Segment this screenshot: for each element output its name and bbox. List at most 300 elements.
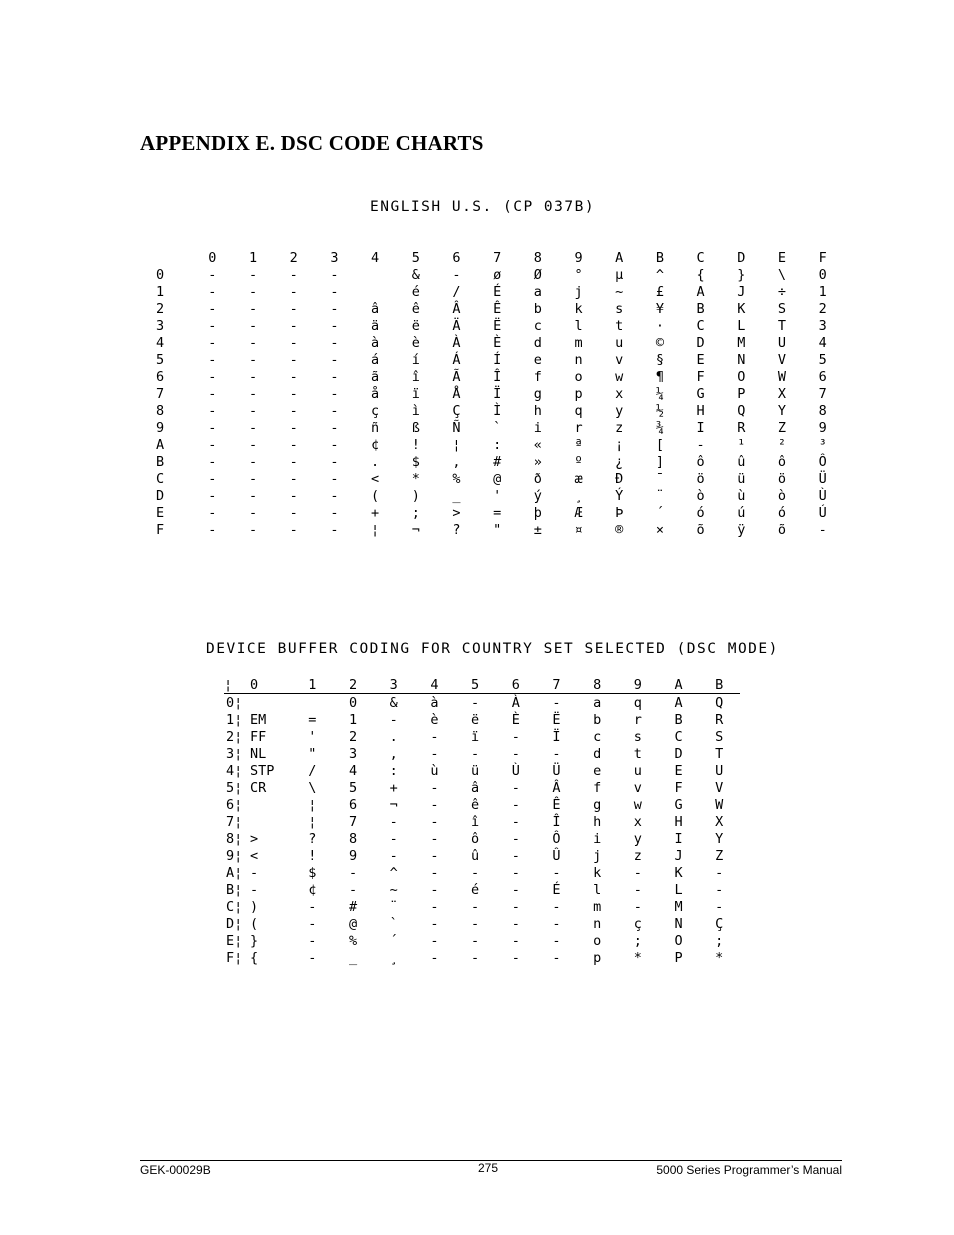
code-cell: - xyxy=(552,915,561,932)
code-cell: _ xyxy=(452,487,461,504)
code-cell: = xyxy=(493,504,502,521)
code-cell: ± xyxy=(533,521,542,538)
table-row xyxy=(150,385,843,402)
code-cell: j xyxy=(574,283,583,300)
code-cell: ß xyxy=(411,419,420,436)
table-row xyxy=(224,796,740,813)
code-cell: / xyxy=(452,283,461,300)
code-cell: 1 xyxy=(818,283,827,300)
code-cell: G xyxy=(696,385,705,402)
code-cell: - xyxy=(715,881,724,898)
code-cell: H xyxy=(674,813,683,830)
code-cell: 7 xyxy=(348,813,358,830)
code-cell: Î xyxy=(493,368,502,385)
table-row xyxy=(224,762,740,779)
code-cell: ¤ xyxy=(574,521,583,538)
code-cell: 3 xyxy=(818,317,827,334)
code-cell: ^ xyxy=(655,266,664,283)
chart1-column-header: 2 xyxy=(289,249,298,266)
chart1-column-header: 5 xyxy=(411,249,420,266)
code-cell: 3 xyxy=(348,745,358,762)
code-cell: { xyxy=(250,949,259,966)
chart1-title: ENGLISH U.S. (CP 037B) xyxy=(370,199,596,215)
code-cell: - xyxy=(208,351,217,368)
footer-page-number: 275 xyxy=(478,1161,499,1175)
code-cell: ) xyxy=(411,487,420,504)
code-cell: Ú xyxy=(818,504,827,521)
code-cell: î xyxy=(471,813,480,830)
code-cell: q xyxy=(574,402,583,419)
code-cell: s xyxy=(633,728,642,745)
chart2-row-header: 1¦ xyxy=(226,711,243,728)
chart2-row-header: C¦ xyxy=(226,898,243,915)
chart2-column-header: A xyxy=(658,676,699,694)
code-cell: - xyxy=(696,436,705,453)
code-cell: L xyxy=(674,881,683,898)
code-cell: ¿ xyxy=(615,453,624,470)
code-cell: Ñ xyxy=(452,419,461,436)
code-cell: + xyxy=(389,779,398,796)
code-cell: d xyxy=(593,745,602,762)
code-cell: ó xyxy=(777,504,787,521)
code-cell: : xyxy=(389,762,398,779)
code-cell: q xyxy=(633,694,642,711)
code-cell: ¸ xyxy=(389,949,398,966)
chart1-column-header: F xyxy=(818,249,827,266)
code-cell: Ï xyxy=(493,385,502,402)
code-cell: Ù xyxy=(818,487,827,504)
code-cell: - xyxy=(330,317,339,334)
table-row xyxy=(150,487,843,504)
code-cell: - xyxy=(289,419,298,436)
code-cell: - xyxy=(208,436,217,453)
code-cell: ë xyxy=(411,317,420,334)
code-cell: Ê xyxy=(493,300,502,317)
code-cell: - xyxy=(248,317,258,334)
code-cell: - xyxy=(633,881,642,898)
code-cell: S xyxy=(715,728,724,745)
code-cell: : xyxy=(493,436,502,453)
code-cell: Z xyxy=(715,847,724,864)
code-cell: EM xyxy=(250,711,267,728)
chart2-column-header: 3 xyxy=(373,676,414,694)
code-cell: - xyxy=(208,487,217,504)
code-cell: - xyxy=(308,932,317,949)
code-cell: M xyxy=(674,898,683,915)
code-cell: 9 xyxy=(818,419,827,436)
code-cell: - xyxy=(289,351,298,368)
code-cell: 5 xyxy=(348,779,358,796)
code-cell: A xyxy=(696,283,705,300)
table-row xyxy=(150,402,843,419)
code-cell: Û xyxy=(552,847,561,864)
code-cell: - xyxy=(330,300,339,317)
table-row xyxy=(150,283,843,300)
code-cell: ì xyxy=(411,402,420,419)
code-cell: k xyxy=(574,300,583,317)
code-cell: - xyxy=(289,300,298,317)
code-cell: - xyxy=(430,728,439,745)
code-cell: m xyxy=(593,898,602,915)
code-cell: - xyxy=(330,521,339,538)
code-cell: è xyxy=(411,334,420,351)
code-cell: y xyxy=(633,830,642,847)
code-cell: - xyxy=(552,745,561,762)
code-cell: - xyxy=(208,385,217,402)
code-cell: - xyxy=(471,898,480,915)
code-cell: È xyxy=(511,711,520,728)
code-cell: ç xyxy=(633,915,642,932)
chart2-column-header: 0 xyxy=(246,676,292,694)
code-cell: \ xyxy=(777,266,787,283)
code-cell: - xyxy=(430,745,439,762)
code-cell: § xyxy=(655,351,664,368)
code-cell: » xyxy=(533,453,542,470)
code-cell: â xyxy=(371,300,380,317)
code-cell: b xyxy=(533,300,542,317)
code-cell: è xyxy=(430,711,439,728)
code-cell: U xyxy=(715,762,724,779)
code-cell: o xyxy=(593,932,602,949)
code-cell: - xyxy=(330,283,339,300)
code-cell: k xyxy=(593,864,602,881)
code-cell: N xyxy=(737,351,746,368)
code-cell: - xyxy=(289,487,298,504)
code-cell: ¯ xyxy=(655,470,664,487)
table-row xyxy=(224,847,740,864)
code-cell: - xyxy=(208,521,217,538)
code-cell: W xyxy=(715,796,724,813)
table-row xyxy=(150,317,843,334)
code-cell: õ xyxy=(777,521,787,538)
code-cell: - xyxy=(208,470,217,487)
code-cell: $ xyxy=(308,864,317,881)
code-cell: - xyxy=(289,266,298,283)
code-cell: 4 xyxy=(348,762,358,779)
footer-manual-title: 5000 Series Programmer’s Manual xyxy=(656,1163,842,1177)
code-cell: ¦ xyxy=(308,796,317,813)
code-cell: - xyxy=(248,300,258,317)
table-row xyxy=(150,334,843,351)
code-cell: - xyxy=(330,402,339,419)
code-cell: R xyxy=(737,419,746,436)
chart1-row-header: E xyxy=(156,504,165,521)
code-cell: Ç xyxy=(715,915,724,932)
table-row xyxy=(224,728,740,745)
code-cell: é xyxy=(471,881,480,898)
code-cell: L xyxy=(737,317,746,334)
code-cell: ô xyxy=(471,830,480,847)
code-cell: - xyxy=(289,470,298,487)
code-cell: ¦ xyxy=(308,813,317,830)
chart1-row-header: A xyxy=(156,436,165,453)
code-cell: - xyxy=(208,368,217,385)
chart1-row-header: 5 xyxy=(156,351,165,368)
code-cell: Ç xyxy=(452,402,461,419)
code-cell: 8 xyxy=(348,830,358,847)
code-cell: þ xyxy=(533,504,542,521)
code-cell: CR xyxy=(250,779,267,796)
code-cell: B xyxy=(674,711,683,728)
chart2-column-header: 9 xyxy=(618,676,659,694)
code-cell: - xyxy=(289,504,298,521)
table-row xyxy=(224,745,740,762)
code-cell: â xyxy=(471,779,480,796)
code-cell: h xyxy=(533,402,542,419)
code-cell: - xyxy=(330,351,339,368)
chart2-row-header: 3¦ xyxy=(226,745,243,762)
code-cell: A xyxy=(674,694,683,711)
code-cell: i xyxy=(593,830,602,847)
chart1-row-header: 1 xyxy=(156,283,165,300)
code-cell: E xyxy=(674,762,683,779)
code-cell: ¾ xyxy=(655,419,664,436)
code-cell: - xyxy=(430,864,439,881)
code-cell: n xyxy=(574,351,583,368)
code-cell: - xyxy=(289,385,298,402)
code-cell: - xyxy=(248,504,258,521)
code-cell: t xyxy=(615,317,624,334)
code-cell: - xyxy=(511,932,520,949)
code-cell: ? xyxy=(308,830,317,847)
code-cell: ó xyxy=(696,504,705,521)
code-cell: u xyxy=(615,334,624,351)
code-cell: - xyxy=(511,830,520,847)
code-cell: û xyxy=(471,847,480,864)
code-cell: ò xyxy=(777,487,787,504)
code-cell: r xyxy=(574,419,583,436)
code-cell: Â xyxy=(452,300,461,317)
chart2-row-header: 5¦ xyxy=(226,779,243,796)
code-cell: ô xyxy=(696,453,705,470)
code-cell: - xyxy=(208,402,217,419)
code-cell: - xyxy=(430,813,439,830)
chart1-row-header: B xyxy=(156,453,165,470)
code-cell: - xyxy=(208,419,217,436)
code-cell: - xyxy=(308,898,317,915)
code-cell: - xyxy=(471,694,480,711)
table-row xyxy=(150,436,843,453)
code-cell: f xyxy=(593,779,602,796)
code-cell: @ xyxy=(348,915,358,932)
code-cell: > xyxy=(250,830,259,847)
code-cell: # xyxy=(348,898,358,915)
code-cell: f xyxy=(533,368,542,385)
code-cell: ³ xyxy=(818,436,827,453)
chart2-row-header: 7¦ xyxy=(226,813,243,830)
table-row xyxy=(224,830,740,847)
code-cell: 1 xyxy=(348,711,358,728)
code-cell xyxy=(246,813,292,830)
code-cell: « xyxy=(533,436,542,453)
table-row xyxy=(224,915,740,932)
code-cell: u xyxy=(633,762,642,779)
code-cell: Ð xyxy=(615,470,624,487)
code-cell: 2 xyxy=(348,728,358,745)
code-cell: - xyxy=(248,470,258,487)
code-cell: - xyxy=(511,779,520,796)
code-cell: ¢ xyxy=(371,436,380,453)
code-cell: - xyxy=(248,334,258,351)
code-cell: ' xyxy=(308,728,317,745)
table-row xyxy=(224,864,740,881)
code-cell: Ë xyxy=(493,317,502,334)
code-cell: ï xyxy=(471,728,480,745)
chart2-column-header: B xyxy=(699,676,740,694)
code-cell: - xyxy=(471,932,480,949)
code-cell: - xyxy=(330,385,339,402)
code-cell: x xyxy=(633,813,642,830)
code-cell: & xyxy=(411,266,420,283)
chart2-row-header: 8¦ xyxy=(226,830,243,847)
table-row xyxy=(150,521,843,538)
code-cell: S xyxy=(777,300,787,317)
code-cell: b xyxy=(593,711,602,728)
code-cell: î xyxy=(411,368,420,385)
code-cell xyxy=(246,694,292,712)
code-cell: - xyxy=(208,266,217,283)
code-cell: T xyxy=(715,745,724,762)
code-cell: < xyxy=(371,470,380,487)
code-cell: ¶ xyxy=(655,368,664,385)
code-cell: - xyxy=(511,864,520,881)
code-cell: " xyxy=(493,521,502,538)
code-cell: - xyxy=(330,470,339,487)
chart2-column-header: 1 xyxy=(292,676,333,694)
code-cell: - xyxy=(430,881,439,898)
code-cell: à xyxy=(430,694,439,711)
code-cell: - xyxy=(330,334,339,351)
code-cell: V xyxy=(777,351,787,368)
code-cell: a xyxy=(533,283,542,300)
code-cell: T xyxy=(777,317,787,334)
code-cell: ë xyxy=(471,711,480,728)
code-cell: ¨ xyxy=(389,898,398,915)
code-cell: - xyxy=(208,504,217,521)
code-cell: Ï xyxy=(552,728,561,745)
code-cell: Ø xyxy=(533,266,542,283)
code-cell: 0 xyxy=(818,266,827,283)
code-cell: - xyxy=(330,487,339,504)
code-cell: F xyxy=(696,368,705,385)
code-cell: \ xyxy=(308,779,317,796)
code-cell: - xyxy=(289,436,298,453)
code-cell: ` xyxy=(389,915,398,932)
code-cell: Í xyxy=(493,351,502,368)
code-cell: V xyxy=(715,779,724,796)
code-cell: 6 xyxy=(818,368,827,385)
code-cell: + xyxy=(371,504,380,521)
code-cell: - xyxy=(289,402,298,419)
code-cell: - xyxy=(289,453,298,470)
code-cell: } xyxy=(250,932,259,949)
code-cell: H xyxy=(696,402,705,419)
code-cell: - xyxy=(633,864,642,881)
code-cell: ° xyxy=(574,266,583,283)
code-cell: @ xyxy=(493,470,502,487)
code-cell: © xyxy=(655,334,664,351)
chart1-column-header: 9 xyxy=(574,249,583,266)
code-cell: ¥ xyxy=(655,300,664,317)
code-cell: - xyxy=(330,453,339,470)
code-cell: - xyxy=(511,881,520,898)
code-cell: - xyxy=(471,864,480,881)
code-cell: E xyxy=(696,351,705,368)
code-cell: v xyxy=(633,779,642,796)
code-cell: - xyxy=(248,453,258,470)
table-row xyxy=(150,266,843,283)
code-cell: O xyxy=(674,932,683,949)
code-cell: x xyxy=(615,385,624,402)
code-cell: - xyxy=(308,949,317,966)
code-cell: ) xyxy=(250,898,259,915)
code-cell: 4 xyxy=(818,334,827,351)
code-cell: ] xyxy=(655,453,664,470)
code-cell: - xyxy=(715,898,724,915)
chart2-title: DEVICE BUFFER CODING FOR COUNTRY SET SELECTED (DSC MODE) xyxy=(206,641,779,657)
code-cell: e xyxy=(593,762,602,779)
code-cell: ´ xyxy=(655,504,664,521)
code-cell: w xyxy=(633,796,642,813)
code-cell: l xyxy=(593,881,602,898)
code-cell: · xyxy=(655,317,664,334)
code-cell: 7 xyxy=(818,385,827,402)
code-cell: - xyxy=(511,745,520,762)
code-cell: ê xyxy=(411,300,420,317)
chart2-row-header: 9¦ xyxy=(226,847,243,864)
code-cell: ¬ xyxy=(411,521,420,538)
table-row xyxy=(150,300,843,317)
code-cell: õ xyxy=(696,521,705,538)
code-cell: Ô xyxy=(818,453,827,470)
code-cell: - xyxy=(330,266,339,283)
code-cell: - xyxy=(330,368,339,385)
code-cell: - xyxy=(348,864,358,881)
chart1-header-row xyxy=(150,249,843,266)
code-cell: NL xyxy=(250,745,267,762)
code-cell: . xyxy=(371,453,380,470)
code-cell: Æ xyxy=(574,504,583,521)
code-cell: - xyxy=(552,949,561,966)
code-cell: É xyxy=(552,881,561,898)
code-cell: ¦ xyxy=(452,436,461,453)
code-cell: * xyxy=(715,949,724,966)
code-cell: - xyxy=(552,898,561,915)
table-row xyxy=(150,504,843,521)
code-cell: P xyxy=(737,385,746,402)
code-cell: Ü xyxy=(818,470,827,487)
chart1-row-header: 2 xyxy=(156,300,165,317)
code-cell: STP xyxy=(250,762,275,779)
code-cell: ¬ xyxy=(389,796,398,813)
chart1-row-header: 4 xyxy=(156,334,165,351)
code-cell: Z xyxy=(777,419,787,436)
chart2-row-header: E¦ xyxy=(226,932,243,949)
code-cell: h xyxy=(593,813,602,830)
chart2-column-header: 7 xyxy=(536,676,577,694)
code-cell: $ xyxy=(411,453,420,470)
chart1-row-header: 7 xyxy=(156,385,165,402)
code-cell: c xyxy=(593,728,602,745)
chart2-column-header: 4 xyxy=(414,676,455,694)
code-cell: - xyxy=(552,694,561,711)
code-cell: G xyxy=(674,796,683,813)
code-cell: 2 xyxy=(818,300,827,317)
code-cell: Ý xyxy=(615,487,624,504)
code-cell: ç xyxy=(371,402,380,419)
code-cell: - xyxy=(289,521,298,538)
code-cell: { xyxy=(696,266,705,283)
